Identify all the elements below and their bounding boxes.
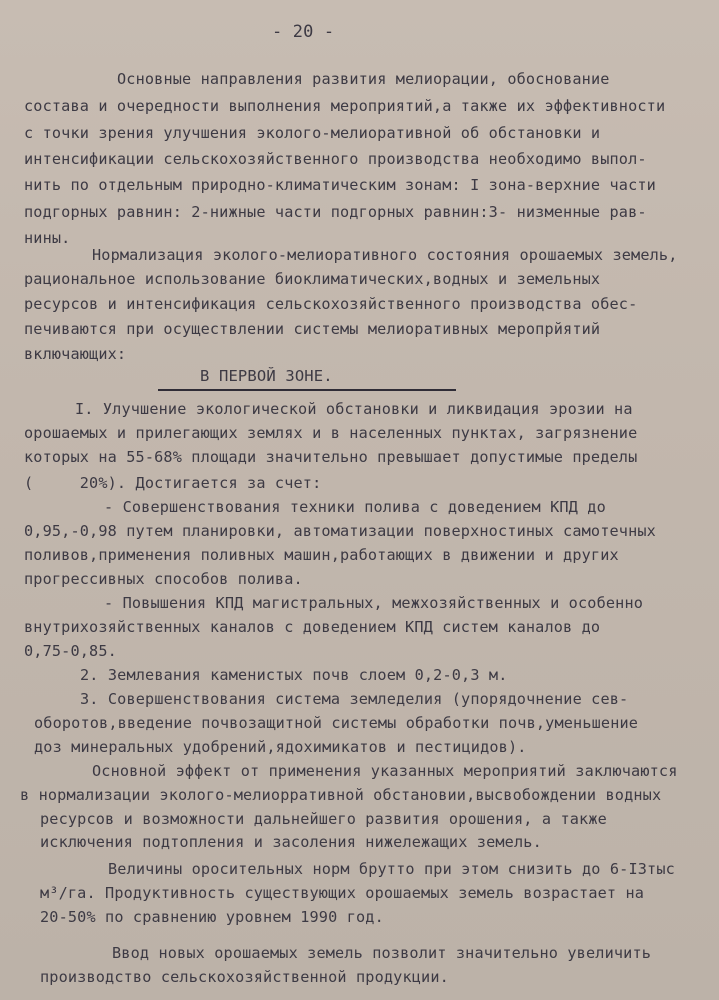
text-line: печиваются при осуществлении системы мелиоративных меропрйятий [24, 320, 601, 338]
text-line: поливов,применения поливных машин,работающих в движении и других [24, 546, 619, 564]
text-line: ( 20%). Достигается за счет: [24, 474, 322, 492]
text-line: прогрессивных способов полива. [24, 570, 303, 588]
text-line: рациональное использование биоклиматических,водных и земельных [24, 270, 601, 288]
text-line: доз минеральных удобрений,ядохимикатов и пестицидов). [34, 738, 527, 756]
text-line: Величины оросительных норм брутто при этом снизить до 6-I3тыс [108, 860, 675, 878]
text-line: 0,75-0,85. [24, 642, 117, 660]
text-line: - Повышения КПД магистральных, межхозяйственных и особенно [104, 594, 644, 612]
section-heading: В ПЕРВОЙ ЗОНЕ. [200, 367, 333, 385]
text-line: 20-50% по сравнению уровнем 1990 год. [40, 908, 384, 926]
text-line: нить по отдельным природно-климатическим зонам: I зона-верхние части [24, 176, 656, 194]
text-line: 3. Совершенствования система земледелия (упорядочнение сев- [80, 690, 629, 708]
text-line: орошаемых и прилегающих землях и в населенных пунктах, загрязнение [24, 424, 638, 442]
text-line: Нормализация эколого-мелиоративного состояния орошаемых земель, [92, 246, 678, 264]
text-line: - Совершенствования техники полива с доведением КПД до [104, 498, 606, 516]
text-line: внутрихозяйственных каналов с доведением КПД систем каналов до [24, 618, 601, 636]
text-line: 2. Землевания каменистых почв слоем 0,2-0,3 м. [80, 666, 508, 684]
text-line: м³/га. Продуктивность существующих орошаемых земель возрастает на [40, 884, 645, 902]
text-line: в нормализации эколого-мелиорративной обстановии,высвобождении водных [20, 786, 662, 804]
text-line: ресурсов и интенсификация сельскохозяйственного производства обес- [24, 295, 638, 313]
text-line: интенсификации сельскохозяйственного производства необходимо выпол- [24, 150, 647, 168]
text-line: включающих: [24, 345, 127, 363]
text-line: 0,95,-0,98 путем планировки, автоматизации поверхностиных самотечных [24, 522, 656, 540]
text-line: производство сельскохозяйственной продукции. [40, 968, 449, 986]
text-line: нины. [24, 229, 71, 247]
text-line: исключения подтопления и засоления нижележащих земель. [40, 833, 542, 851]
text-line: оборотов,введение почвозащитной системы обработки почв,уменьшение [34, 714, 639, 732]
text-line: Ввод новых орошаемых земель позволит значительно увеличить [112, 944, 652, 962]
heading-underline [158, 389, 456, 391]
text-line: ресурсов и возможности дальнейшего развития орошения, а также [40, 810, 607, 828]
page-number: - 20 - [272, 22, 335, 42]
text-line: Основной эффект от применения указанных мероприятий заключаются [92, 762, 678, 780]
text-line: с точки зрения улучшения эколого-мелиоративной об обстановки и [24, 124, 601, 142]
text-line: Основные направления развития мелиорации, обоснование [117, 70, 610, 88]
text-line: подгорных равнин: 2-нижные части подгорных равнин:3- низменные рав- [24, 203, 647, 221]
text-line: которых на 55-68% площади значительно превышает допустимые пределы [24, 448, 638, 466]
text-line: состава и очередности выполнения мероприятий,а также их эффективности [24, 97, 666, 115]
text-line: I. Улучшение экологической обстановки и ликвидация эрозии на [75, 400, 633, 418]
